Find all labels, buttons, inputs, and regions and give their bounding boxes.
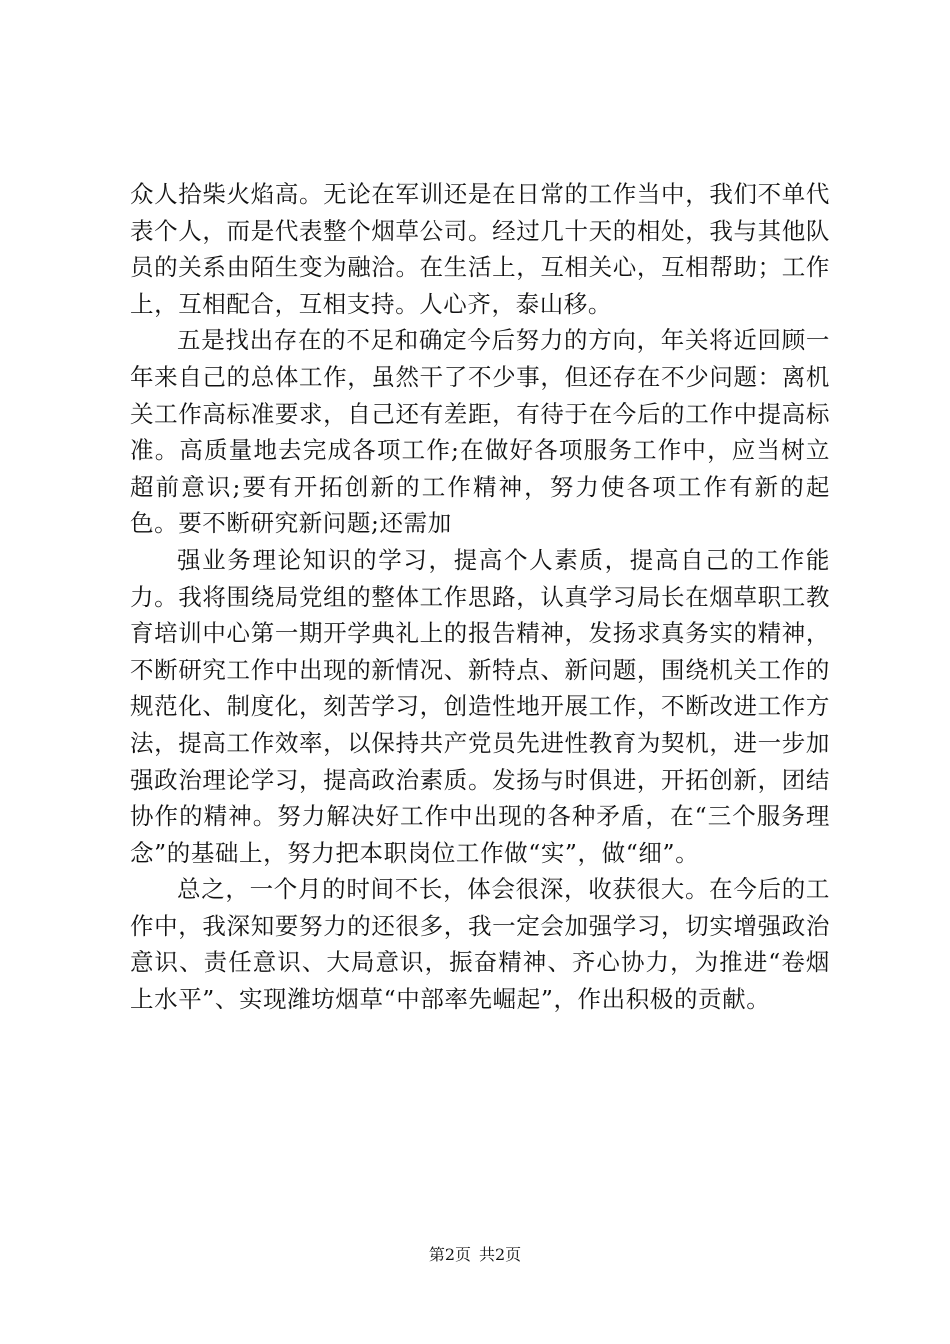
document-body — [130, 176, 830, 1018]
paragraph-1: 众人拾柴火焰高。无论在军训还是在日常的工作当中，我们不单代表个人，而是代表整个烟草公司。经过几十天的相处，我与其他队员的关系由陌生变为融洽。在生活上，互相关心，互相帮助；工作上，互相配合，互相支持。人心齐，泰山移。 — [130, 180, 830, 318]
paragraph-3: 强业务理论知识的学习，提高个人素质，提高自己的工作能力。我将围绕局党组的整体工作思路，认真学习局长在烟草职工教育培训中心第一期开学典礼上的报告精神，发扬求真务实的精神，不断研究工作中出现的新情况、新特点、新问题，围绕机关工作的规范化、制度化，刻苦学习，创造性地开展工作，不断改进工作方法，提高工作效率，以保持共产党员先进性教育为契机，进一步加强政治理论学习，提高政治素质。发扬与时俱进，开拓创新，团结协作的精神。努力解决好工作中出现的各种矛盾，在“三个服务理念”的基础上，努力把本职岗位工作做“实”，做“细”。 — [130, 545, 830, 867]
paragraph-2: 五是找出存在的不足和确定今后努力的方向，年关将近回顾一年来自己的总体工作，虽然干了不少事，但还存在不少问题：离机关工作高标准要求，自己还有差距，有待于在今后的工作中提高标准。高质量地去完成各项工作;在做好各项服务工作中，应当树立超前意识;要有开拓创新的工作精神，努力使各项工作有新的起色。要不断研究新问题;还需加 — [130, 326, 830, 538]
page-total: 共2页 — [479, 1245, 522, 1264]
page-number: 第2页 — [428, 1245, 471, 1264]
paragraph-4: 总之，一个月的时间不长，体会很深，收获很大。在今后的工作中，我深知要努力的还很多，我一定会加强学习，切实增强政治意识、责任意识、大局意识，振奋精神、齐心协力，为推进“卷烟上水平”、实现潍坊烟草“中部率先崛起”，作出积极的贡献。 — [130, 875, 830, 1014]
page-footer — [0, 1244, 950, 1266]
